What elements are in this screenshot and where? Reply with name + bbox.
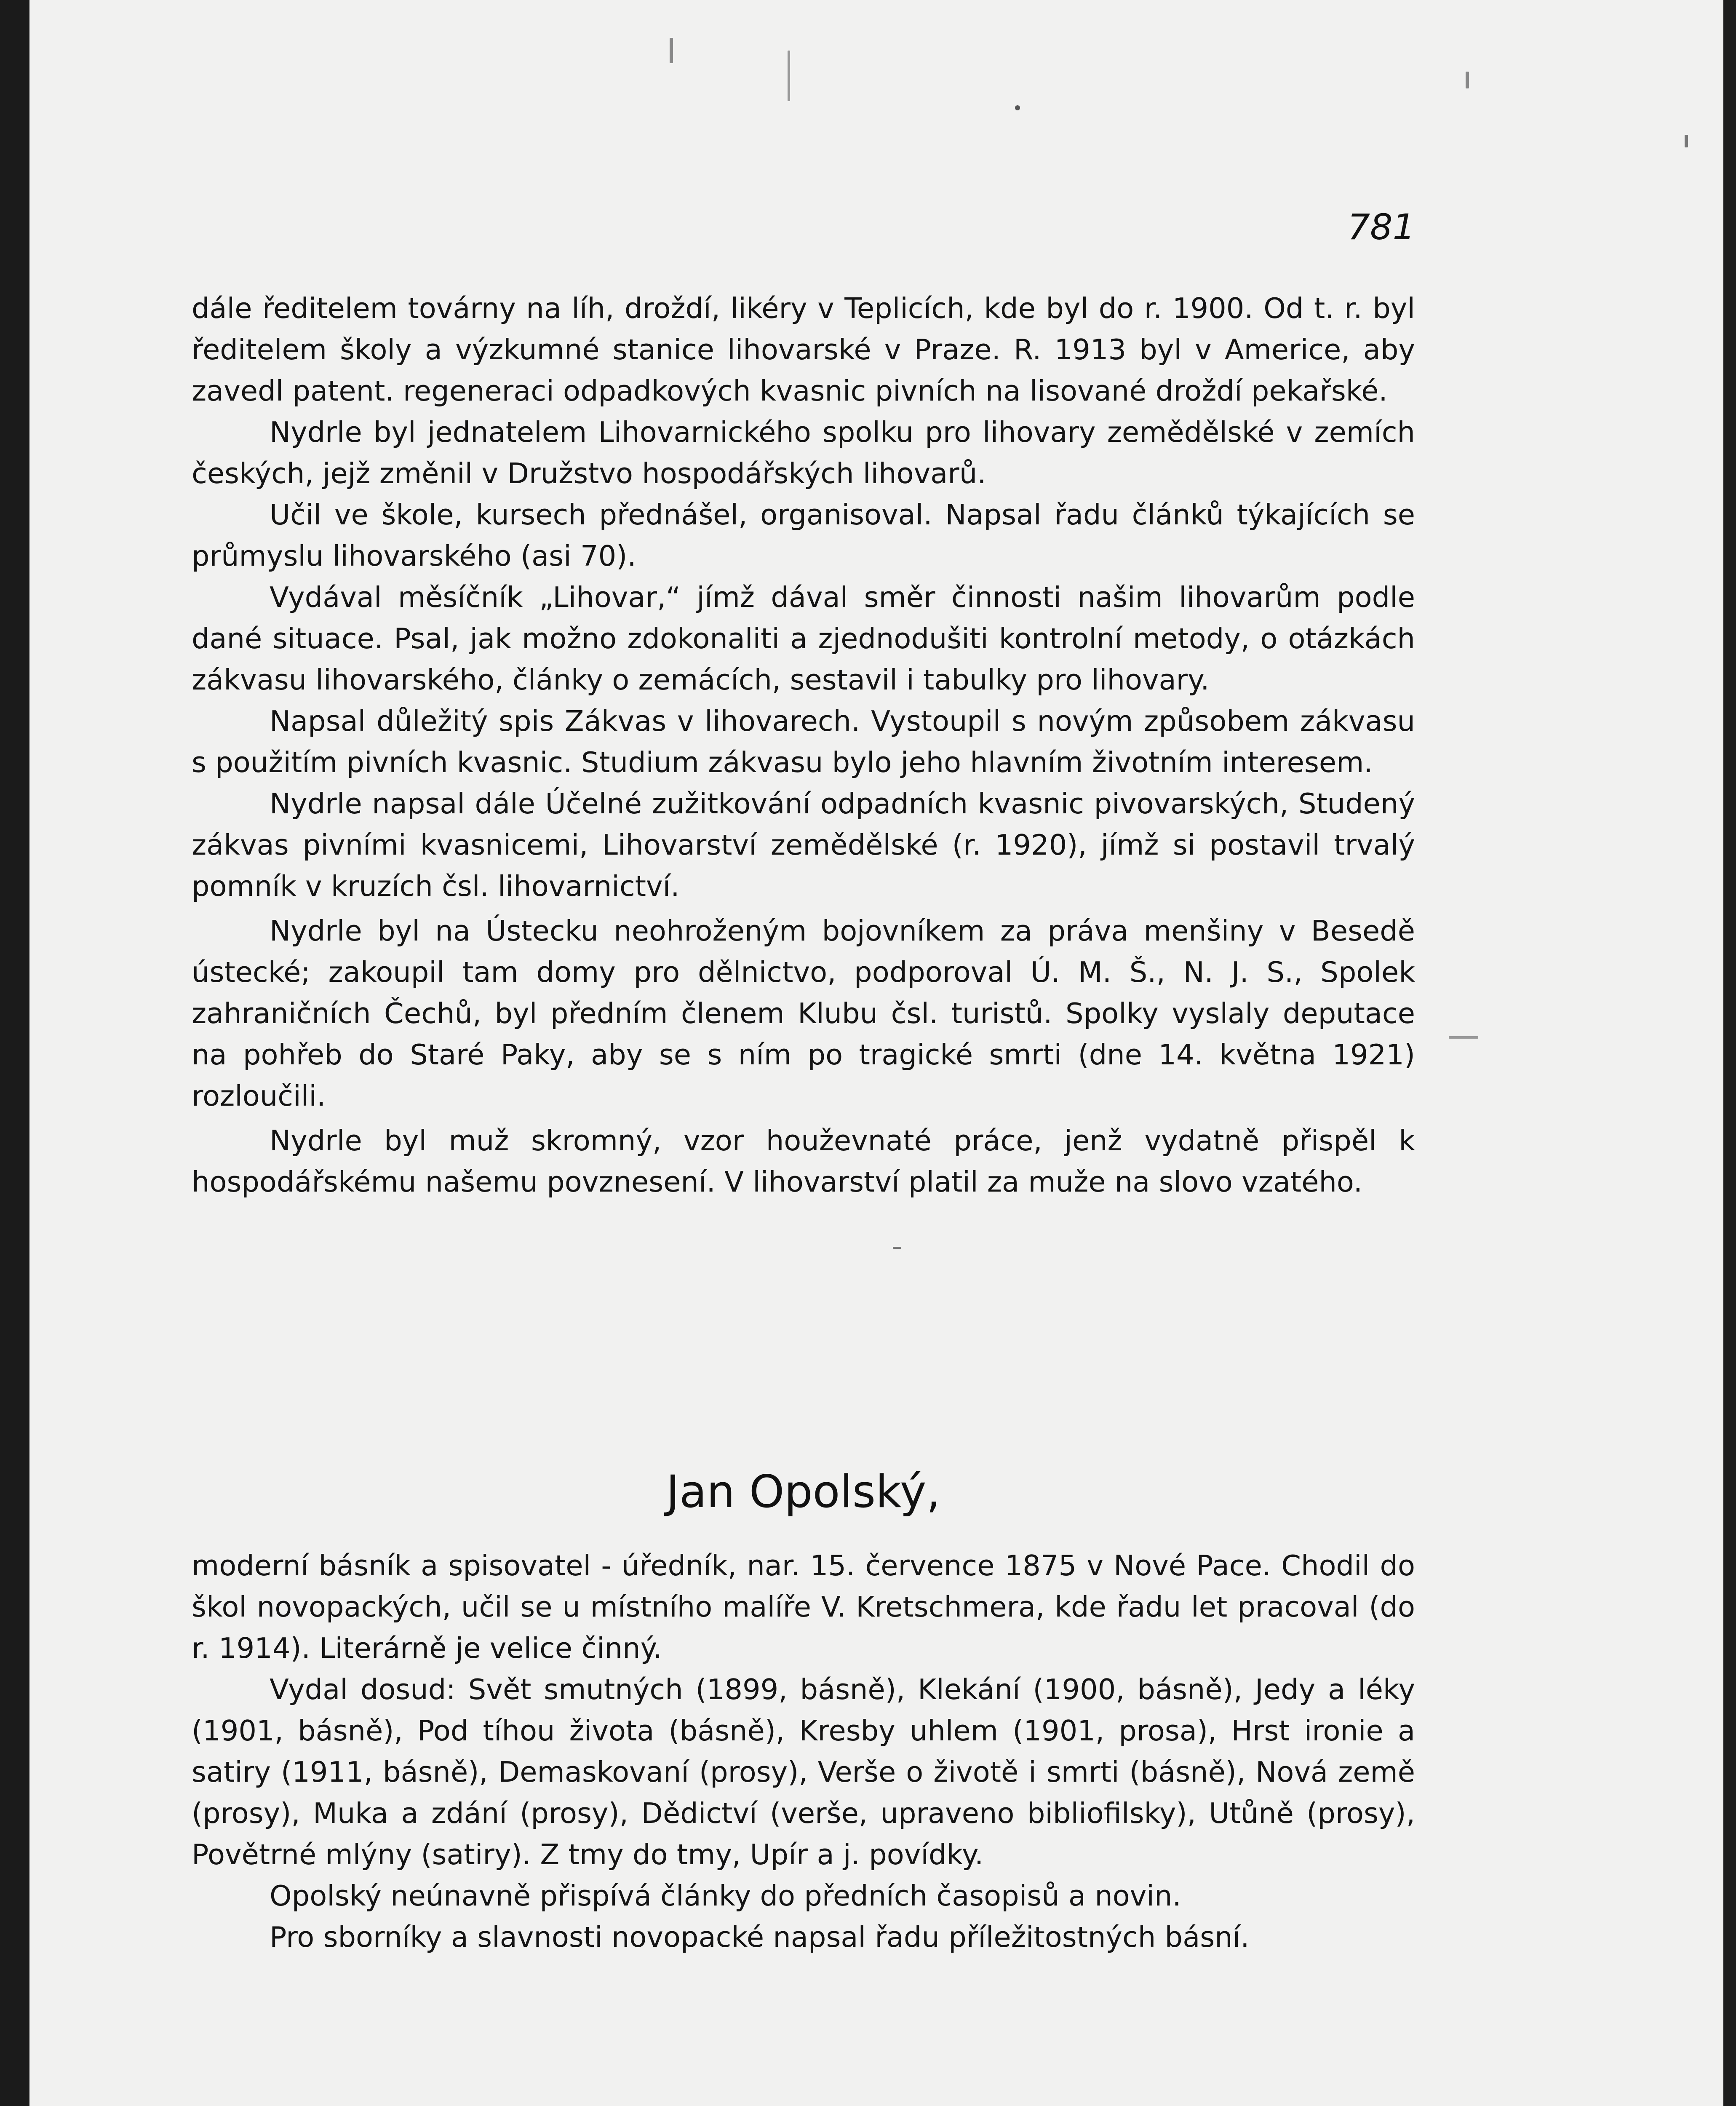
page-number: 781 <box>1347 206 1415 248</box>
page-edge-right <box>1723 0 1736 2106</box>
paragraph: Učil ve škole, kursech přednášel, organisoval. Napsal řadu článků týkajících se průmyslu lihovarského (asi 70). <box>192 498 1415 572</box>
opolsky-biography <box>192 1545 1415 1958</box>
paragraph: Opolský neúnavně přispívá články do předních časopisů a novin. <box>270 1879 1181 1912</box>
paragraph: Nydrle napsal dále Účelné zužitkování odpadních kvasnic pivovarských, Studený zákvas pivními kvasnicemi, Lihovarství zemědělské (r. 1920), jímž si postavil trvalý pomník v kruzích čsl. lihovarnictví. <box>192 787 1415 903</box>
paragraph: dále ředitelem továrny na líh, droždí, likéry v Teplicích, kde byl do r. 1900. Od t. r. byl ředitelem školy a výzkumné stanice lihovarské v Praze. R. 1913 byl v Americe, aby zavedl patent. regeneraci odpadkových kvasnic pivních na lisované droždí pekařské. <box>192 292 1415 407</box>
paragraph: Vydával měsíčník „Lihovar,“ jímž dával směr činnosti našim lihovarům podle dané situace. Psal, jak možno zdokonaliti a zjednodušiti kontrolní metody, o otázkách zákvasu lihovarského, články o zemácích, sestavil i tabulky pro lihovary. <box>192 581 1415 696</box>
paragraph: Nydrle byl muž skromný, vzor houževnaté práce, jenž vydatně přispěl k hospodářskému našemu povznesení. V lihovarství platil za muže na slovo vzatého. <box>192 1124 1415 1198</box>
book-page <box>29 0 1736 2106</box>
paragraph: moderní básník a spisovatel - úředník, nar. 15. července 1875 v Nové Pace. Chodil do škol novopackých, učil se u místního malíře V. Kretschmera, kde řadu let pracoval (do r. 1914). Literárně je velice činný. <box>192 1549 1415 1665</box>
nydrle-biography-continued <box>192 288 1415 1203</box>
paragraph: Vydal dosud: Svět smutných (1899, básně), Klekání (1900, básně), Jedy a léky (1901, básně), Pod tíhou života (básně), Kresby uhlem (1901, prosa), Hrst ironie a satiry (1911, básně), Demaskovaní (prosy), Verše o životě i smrti (básně), Nová země (prosy), Muka a zdání (prosy), Dědictví (verše, upraveno bibliofilsky), Utůně (prosy), Povětrné mlýny (satiry). Z tmy do tmy, Upír a j. povídky. <box>192 1673 1415 1871</box>
section-heading: Jan Opolský, <box>666 1466 941 1518</box>
paragraph: Nydrle byl jednatelem Lihovarnického spolku pro lihovary zemědělské v zemích českých, jejž změnil v Družstvo hospodářských lihovarů. <box>192 416 1415 490</box>
paragraph: Nydrle byl na Ústecku neohroženým bojovníkem za práva menšiny v Besedě ústecké; zakoupil tam domy pro dělnictvo, podporoval Ú. M. Š., N. J. S., Spolek zahraničních Čechů, byl předním členem Klubu čsl. turistů. Spolky vyslaly deputace na pohřeb do Staré Paky, aby se s ním po tragické smrti (dne 14. května 1921) rozloučili. <box>192 914 1415 1112</box>
paragraph: Pro sborníky a slavnosti novopacké napsal řadu příležitostných básní. <box>270 1921 1250 1954</box>
paragraph: Napsal důležitý spis Zákvas v lihovarech. Vystoupil s novým způsobem zákvasu s použitím pivních kvasnic. Studium zákvasu bylo jeho hlavním životním interesem. <box>192 705 1415 779</box>
